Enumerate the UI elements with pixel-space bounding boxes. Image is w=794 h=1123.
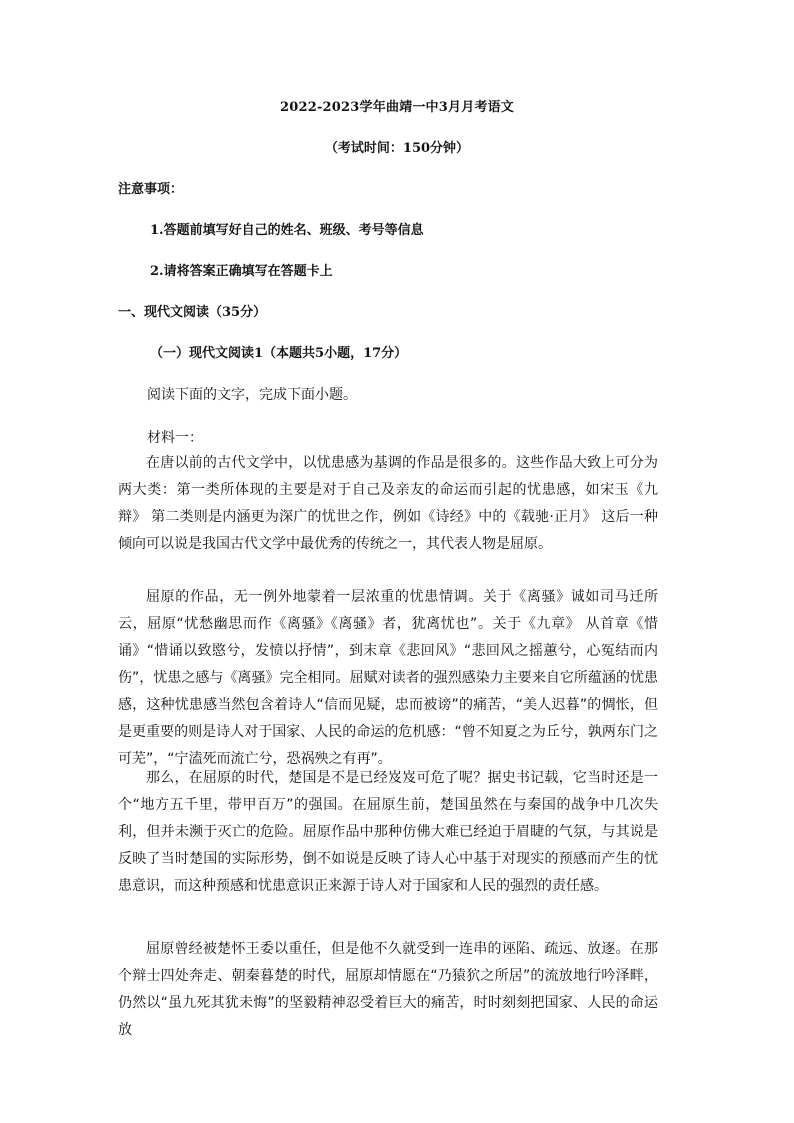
exam-duration: （考试时间：150分钟） — [324, 141, 470, 156]
subsection-heading: （一）现代文阅读1（本题共5小题，17分） — [150, 346, 408, 361]
passage-paragraph: 在唐以前的古代文学中，以忧患感为基调的作品是很多的。这些作品大致上可分为两大类：第一类所体现的主要是对于自己及亲友的命运而引起的忧患感，如宋玉《九辩》 第二类则是内涵更为深广的忧世之作，例如《诗经》中的《载驰·正月》 这后一种倾向可以说是我国古代文学中最优秀的传统之一，其代表人物是屈原。 — [118, 455, 658, 552]
notes-heading: 注意事项： — [118, 182, 184, 197]
exam-title: 2022-2023学年曲靖一中3月月考语文 — [279, 100, 514, 115]
section-heading: 一、现代文阅读（35分） — [118, 305, 267, 320]
note-item: 1.答题前填写好自己的姓名、班级、考号等信息 — [150, 223, 424, 238]
note-item: 2.请将答案正确填写在答题卡上 — [150, 264, 333, 279]
passage-paragraph: 屈原曾经被楚怀王委以重任，但是他不久就受到一连串的诬陷、疏远、放逐。在那个辩士四处奔走、朝秦暮楚的时代，屈原却情愿在“乃猿狖之所居”的流放地行吟泽畔，仍然以“虽九死其犹未悔”的坚毅精神忍受着巨大的痛苦，时时刻刻把国家、人民的命运放 — [118, 941, 658, 1038]
passage-paragraph: 屈原的作品，无一例外地蒙着一层浓重的忧患情调。关于《离骚》诚如司马迁所云，屈原“忧愁幽思而作《离骚》《离骚》者，犹离忧也”。关于《九章》 从首章《惜诵》“惜诵以致愍兮，发愤以抒情”，到末章《悲回风》“悲回风之摇蕙兮，心冤结而内伤”，忧患之感与《离骚》完全相同。屈赋对读者的强烈感染力主要来自它所蕴涵的忧患感，这种忧患感当然包含着诗人“信而见疑，忠而被谤”的痛苦，“美人迟暮”的惆怅，但是更重要的则是诗人对于国家、人民的命运的危机感：“曾不知夏之为丘兮，孰两东门之可芜”，“宁溘死而流亡兮，恐祸殃之有再”。 — [118, 589, 658, 767]
reading-instruction: 阅读下面的文字，完成下面小题。 — [147, 387, 357, 403]
material-label: 材料一： — [147, 430, 203, 446]
passage-paragraph: 那么，在屈原的时代，楚国是不是已经岌岌可危了呢？据史书记载，它当时还是一个“地方五千里，带甲百万”的强国。在屈原生前，楚国虽然在与秦国的战争中几次失利，但并未濒于灭亡的危险。屈原作品中那种仿佛大难已经迫于眉睫的气氛，与其说是反映了当时楚国的实际形势，倒不如说是反映了诗人心中基于对现实的预感而产生的忧患意识，而这种预感和忧患意识正来源于诗人对于国家和人民的强烈的责任感。 — [118, 770, 658, 894]
